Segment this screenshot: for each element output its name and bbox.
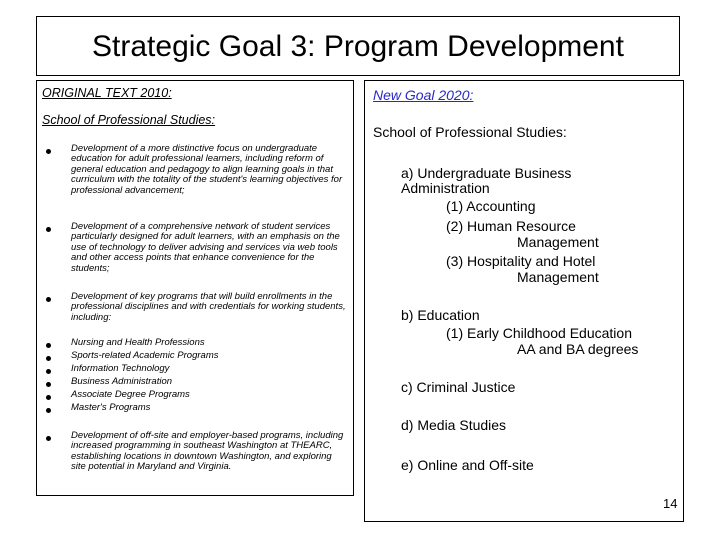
goal-a-3b: Management [517, 269, 599, 285]
goal-d-line: d) Media Studies [401, 417, 507, 433]
goal-a-3a: (3) Hospitality and Hotel [446, 253, 596, 269]
slide-title: Strategic Goal 3: Program Development [92, 30, 624, 63]
bullet-icon [46, 408, 51, 413]
original-item-1: Development of a more distinctive focus on undergraduate education for adult professional learners, including reform of general education and pedagogy to align learning goals in that curriculum with the totality of the student's learning objectives for professional advancement; [71, 143, 343, 196]
bullet-icon [46, 356, 51, 361]
goal-a-2b: Management [517, 234, 599, 250]
bullet-icon [46, 395, 51, 400]
goal-e-line: e) Online and Off-site [401, 457, 534, 473]
new-goal-heading: New Goal 2020: [373, 87, 474, 103]
goal-b-line: b) Education [401, 307, 480, 323]
bullet-icon [46, 149, 51, 154]
goal-a-line1: a) Undergraduate Business [401, 165, 572, 181]
program-item-business: Business Administration [71, 376, 173, 387]
new-goal-panel [364, 80, 684, 522]
goal-a-line2: Administration [401, 180, 490, 196]
goal-b-1b: AA and BA degrees [517, 341, 639, 357]
new-goal-subheading: School of Professional Studies: [373, 124, 567, 140]
bullet-icon [46, 382, 51, 387]
goal-a-1: (1) Accounting [446, 198, 536, 214]
original-item-2: Development of a comprehensive network of student services particularly designed for adult learners, with an emphasis on the use of technology to deliver advising and services via web tools and other access points that enhance convenience for the students; [71, 221, 340, 274]
goal-c-line: c) Criminal Justice [401, 379, 516, 395]
program-item-masters: Master's Programs [71, 402, 151, 413]
program-item-it: Information Technology [71, 363, 170, 374]
goal-a-2a: (2) Human Resource [446, 218, 576, 234]
original-subheading: School of Professional Studies: [42, 113, 216, 127]
page-number: 14 [663, 496, 678, 511]
bullet-icon [46, 369, 51, 374]
bullet-icon [46, 343, 51, 348]
bullet-icon [46, 436, 51, 441]
original-heading: ORIGINAL TEXT 2010: [42, 86, 172, 100]
original-item-3: Development of key programs that will build enrollments in the professional disciplines and with credentials for working students, including: [71, 291, 346, 323]
bullet-icon [46, 227, 51, 232]
program-item-sports: Sports-related Academic Programs [71, 350, 219, 361]
goal-b-1a: (1) Early Childhood Education [446, 325, 632, 341]
original-text-panel [36, 80, 354, 496]
program-item-associate: Associate Degree Programs [71, 389, 190, 400]
original-item-4: Development of off-site and employer-based programs, including increased programming in southeast Washington at THEARC, establishing locations in downtown Washington, and exploring site potential in Maryland and Virginia. [71, 430, 344, 473]
title-box [36, 16, 680, 76]
program-item-nursing: Nursing and Health Professions [71, 337, 205, 348]
bullet-icon [46, 297, 51, 302]
